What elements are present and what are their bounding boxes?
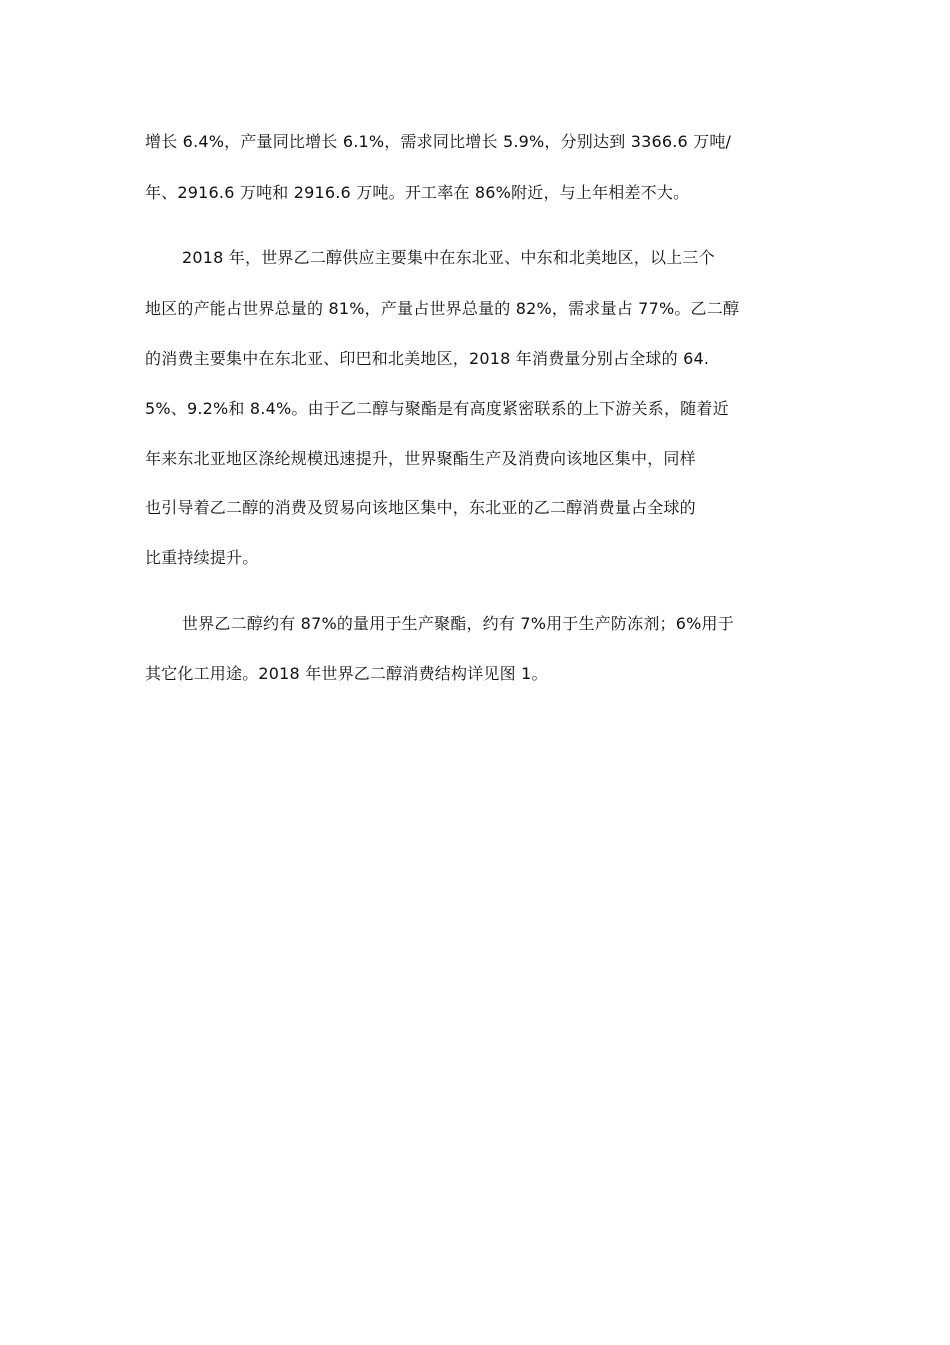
- paragraph-2-line-4: 5%、9.2%和 8.4%。由于乙二醇与聚酯是有高度紧密联系的上下游关系，随着近: [145, 399, 729, 418]
- paragraph-2-line-6: 也引导着乙二醇的消费及贸易向该地区集中，东北亚的乙二醇消费量占全球的: [145, 498, 696, 517]
- paragraph-3-line-1: 世界乙二醇约有 87%的量用于生产聚酯，约有 7%用于生产防冻剂；6%用于: [182, 614, 734, 633]
- paragraph-2-line-1: 2018 年，世界乙二醇供应主要集中在东北亚、中东和北美地区，以上三个: [182, 248, 715, 267]
- paragraph-3-line-2: 其它化工用途。2018 年世界乙二醇消费结构详见图 1。: [145, 664, 548, 683]
- paragraph-2-line-3: 的消费主要集中在东北亚、印巴和北美地区，2018 年消费量分别占全球的 64.: [145, 349, 710, 368]
- paragraph-2-line-7: 比重持续提升。: [145, 548, 259, 567]
- paragraph-1-line-2: 年、2916.6 万吨和 2916.6 万吨。开工率在 86%附近，与上年相差不大。: [145, 183, 690, 202]
- paragraph-1-line-1: 增长 6.4%，产量同比增长 6.1%，需求同比增长 5.9%，分别达到 3366.6 万吨/: [145, 132, 732, 151]
- paragraph-2-line-2: 地区的产能占世界总量的 81%，产量占世界总量的 82%，需求量占 77%。乙二醇: [145, 299, 740, 318]
- paragraph-2-line-5: 年来东北亚地区涤纶规模迅速提升，世界聚酯生产及消费向该地区集中，同样: [145, 449, 696, 468]
